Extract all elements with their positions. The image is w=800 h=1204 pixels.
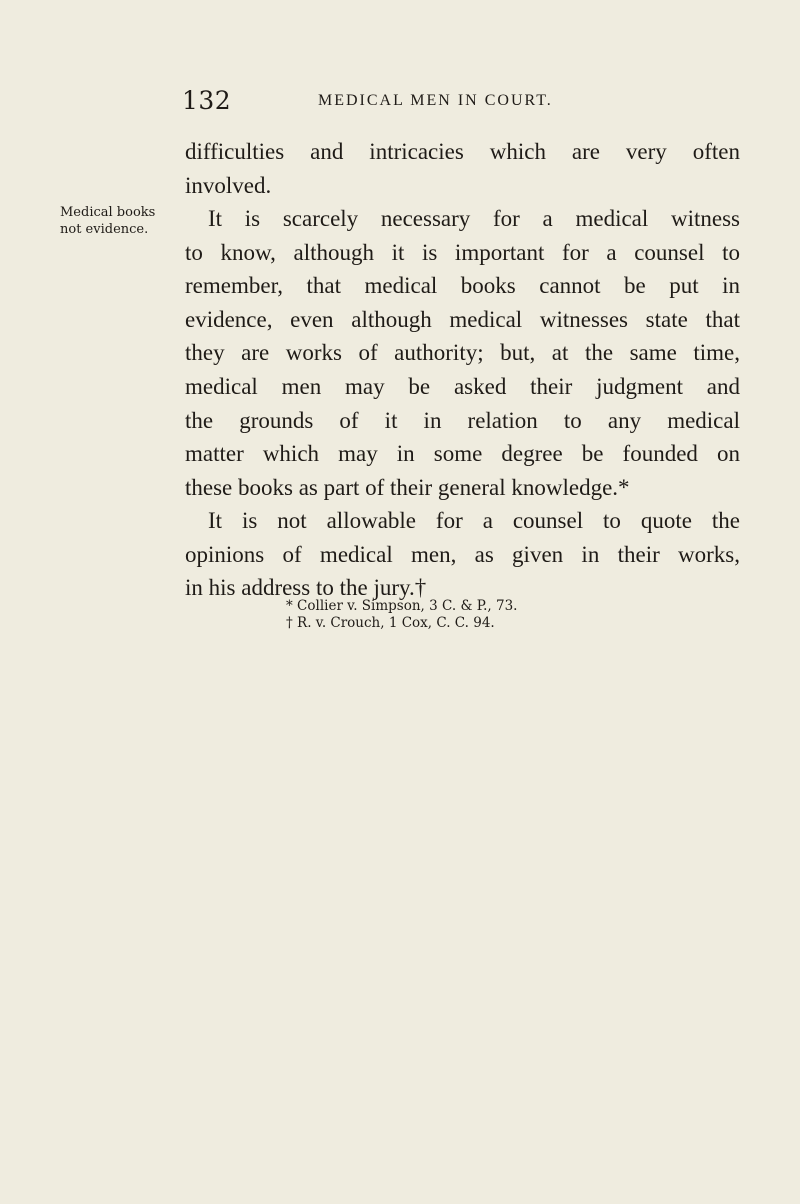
text-line: It is not allowable for a counsel to quote the: [208, 508, 740, 533]
text-line: these books as part of their general knowledge.*: [185, 474, 630, 500]
text-line: matter which may in some degree be founded on: [185, 441, 740, 467]
running-head: MEDICAL MEN IN COURT.: [318, 92, 553, 109]
page-number: 132: [182, 86, 232, 115]
paragraph-counsel-quote: [185, 504, 740, 605]
margin-note: [60, 204, 180, 238]
margin-note-line: not evidence.: [60, 222, 149, 237]
text-line: evidence, even although medical witnesses state that: [185, 306, 740, 332]
paragraph-medical-books: [185, 202, 740, 504]
text-line: medical men may be asked their judgment and: [185, 373, 740, 399]
footnotes: [286, 598, 746, 632]
text-line: difficulties and intricacies which are very often: [185, 139, 740, 164]
paragraph-continuation: [185, 135, 740, 202]
text-line: in his address to the jury.†: [185, 575, 427, 601]
margin-note-line: Medical books: [60, 205, 156, 220]
text-line: opinions of medical men, as given in their works,: [185, 541, 740, 567]
text-line: they are works of authority; but, at the same time,: [185, 340, 740, 366]
footnote: * Collier v. Simpson, 3 C. & P., 73.: [286, 598, 518, 614]
footnote: † R. v. Crouch, 1 Cox, C. C. 94.: [286, 615, 495, 631]
text-line: remember, that medical books cannot be put in: [185, 273, 740, 299]
text-line: to know, although it is important for a counsel to: [185, 239, 740, 265]
text-line: the grounds of it in relation to any medical: [185, 407, 740, 433]
text-line: It is scarcely necessary for a medical witness: [208, 206, 740, 231]
text-line: involved.: [185, 172, 272, 198]
